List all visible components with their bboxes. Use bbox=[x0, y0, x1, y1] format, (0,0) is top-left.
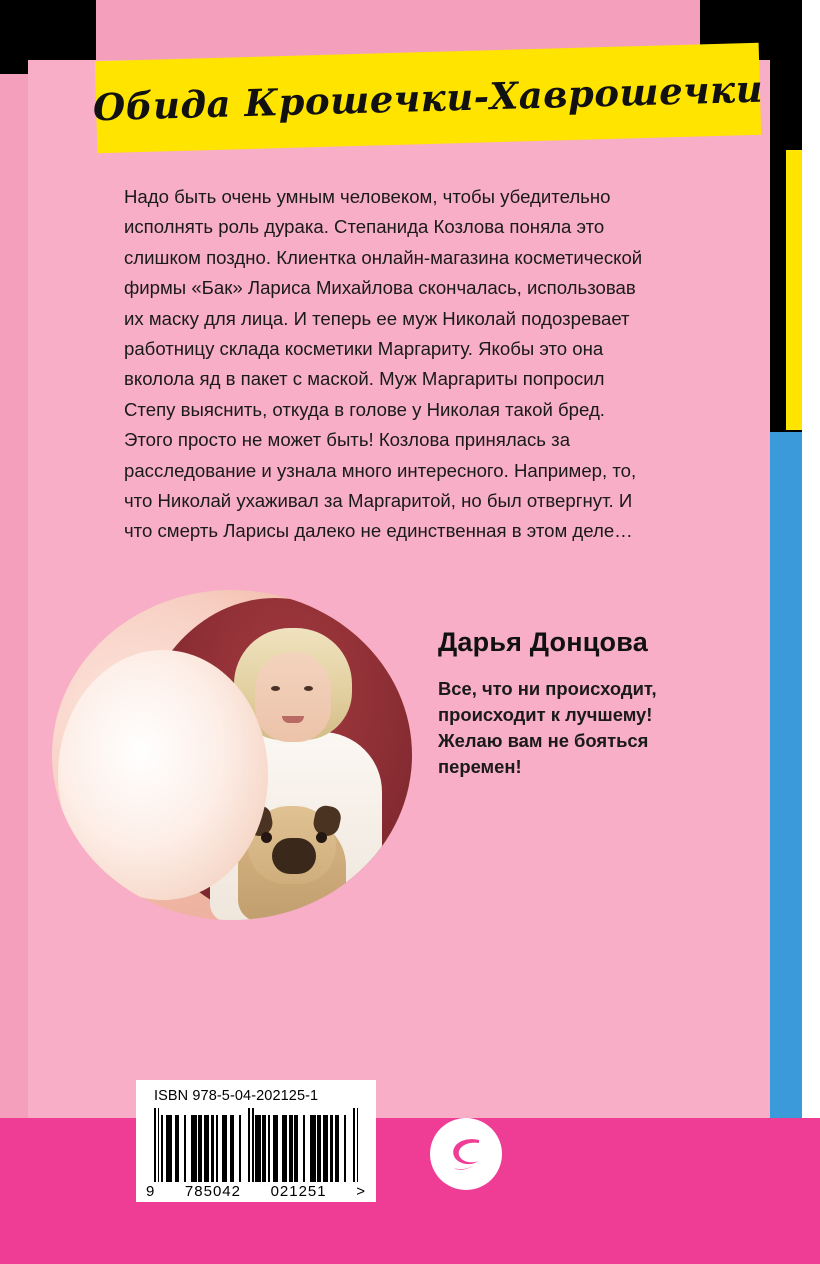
yellow-accent-sliver bbox=[786, 150, 802, 430]
author-quote-line-2: происходит к лучшему! bbox=[438, 704, 653, 725]
book-title: Обида Крошечки-Хаврошечки bbox=[92, 66, 764, 130]
author-photo bbox=[52, 590, 412, 920]
author-mouth bbox=[282, 716, 304, 723]
author-face bbox=[255, 652, 331, 742]
author-photo-oval-frame bbox=[52, 590, 412, 920]
barcode-digit-group-middle: 785042 bbox=[184, 1183, 241, 1200]
author-name: Дарья Донцова bbox=[438, 627, 648, 657]
isbn-label: ISBN 978-5-04-202125-1 bbox=[154, 1088, 319, 1104]
barcode-digit-group-end: > bbox=[356, 1183, 366, 1200]
author-quote-line-3: Желаю вам не бояться bbox=[438, 730, 649, 751]
pug-muzzle bbox=[272, 838, 316, 874]
author-quote-line-4: перемен! bbox=[438, 756, 522, 777]
magenta-bottom-strip bbox=[0, 1118, 820, 1264]
author-quote-line-1: Все, что ни происходит, bbox=[438, 678, 657, 699]
barcode-digit-group-right: 021251 bbox=[270, 1183, 327, 1200]
barcode-bars bbox=[154, 1108, 358, 1182]
white-fabric-swirl bbox=[58, 650, 268, 900]
pug-eye-right bbox=[316, 832, 327, 843]
barcode-digit-group-left: 9 bbox=[146, 1183, 156, 1200]
barcode-block bbox=[136, 1080, 376, 1202]
author-eye-left bbox=[271, 686, 280, 691]
eksmo-logo-icon bbox=[430, 1118, 502, 1190]
author-quote bbox=[438, 676, 698, 780]
author-eye-right bbox=[304, 686, 313, 691]
barcode-digits bbox=[146, 1183, 366, 1200]
book-annotation-text: Надо быть очень умным человеком, чтобы убедительно исполнять роль дурака. Степанида Козлова поняла это слишком поздно. Клиентка онлайн-магазина косметической фирмы «Бак» Лариса Михайлова скончалась, использовав их маску для лица. И теперь ее муж Николай подозревает работницу склада косметики Маргариту. Якобы это она вколола яд в пакет с маской. Муж Маргариты попросил Степу выяснить, откуда в голове у Николая такой бред. Этого просто не может быть! Козлова принялась за расследование и узнала много интересного. Например, то, что Николай ухаживал за Маргаритой, но был отвергнут. И что смерть Ларисы далеко не единственная в этом деле… bbox=[124, 186, 643, 542]
book-annotation bbox=[124, 182, 644, 547]
white-page-edge bbox=[802, 0, 820, 1264]
pug-eye-left bbox=[261, 832, 272, 843]
